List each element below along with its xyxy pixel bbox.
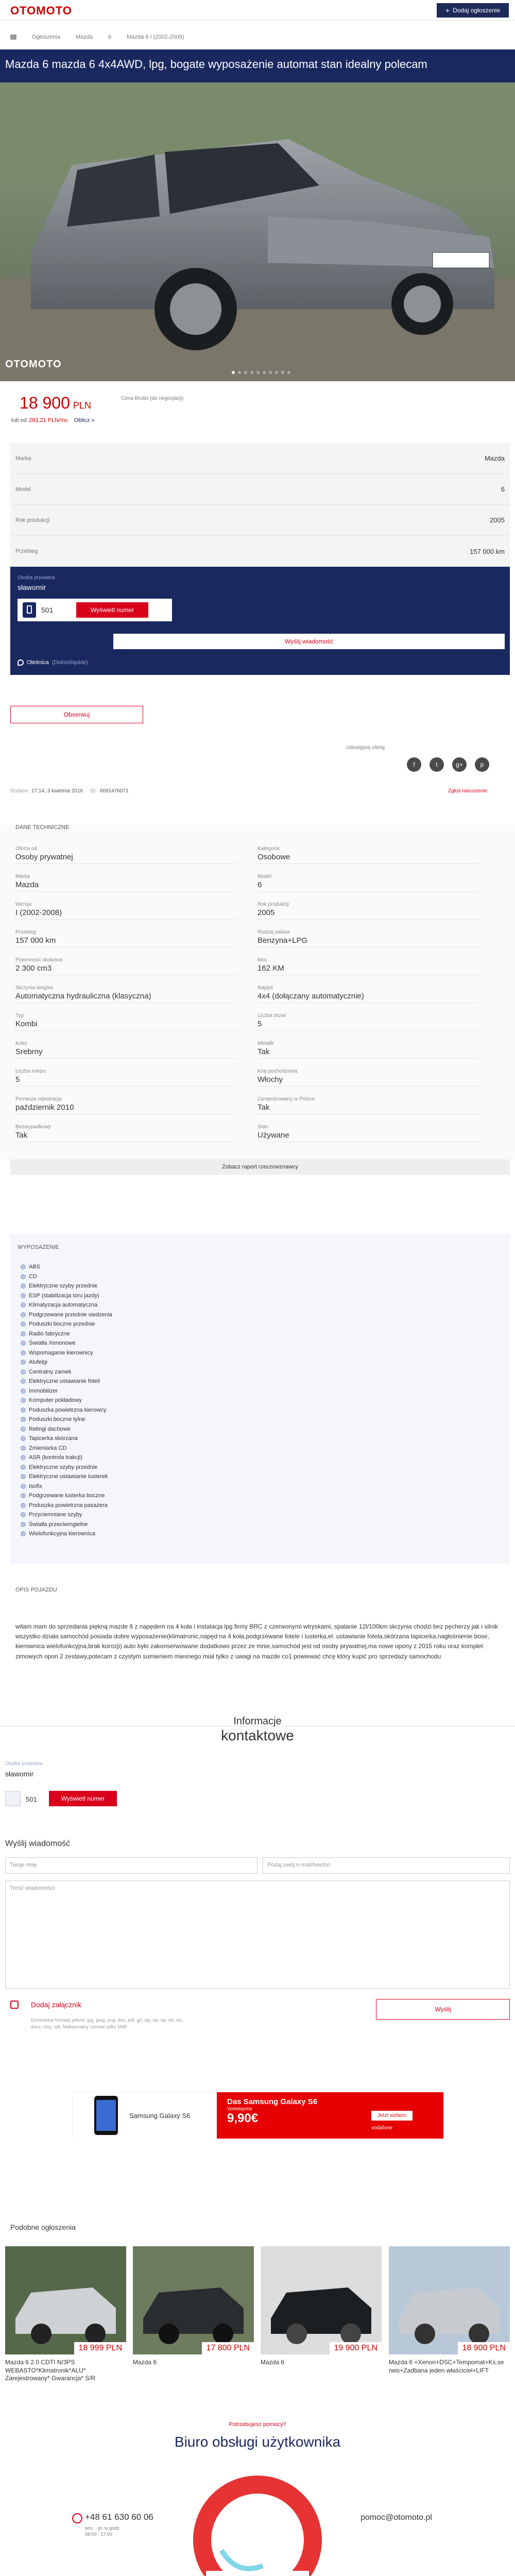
detail-item: Model 6 xyxy=(258,874,479,892)
check-icon xyxy=(21,1388,26,1394)
dot[interactable] xyxy=(269,371,272,374)
check-icon xyxy=(21,1302,26,1308)
similar-title: Podobne ogłoszenia xyxy=(10,2223,76,2231)
twitter-icon[interactable]: t xyxy=(430,757,444,772)
feature-label: ESP (stabilizacja toru jazdy) xyxy=(29,1292,99,1299)
attachment-icon xyxy=(10,2001,19,2009)
contact-title-line1: Informacje xyxy=(233,1716,282,1727)
feature-item xyxy=(21,1311,112,1319)
check-icon xyxy=(21,1417,26,1422)
location-pin-icon xyxy=(18,659,24,666)
similar-card[interactable] xyxy=(133,2246,254,2380)
check-icon xyxy=(21,1512,26,1517)
param-label: Marka xyxy=(15,455,31,462)
report-link[interactable]: Zgłoś naruszenie xyxy=(448,788,488,794)
listing-meta xyxy=(10,788,129,794)
detail-item: Liczba drzwi 5 xyxy=(258,1013,479,1031)
detail-item: Zarejestrowany w Polsce Tak xyxy=(258,1096,479,1114)
check-icon xyxy=(21,1446,26,1451)
financing xyxy=(11,417,95,423)
contact-seller-name: sławomir xyxy=(5,1770,34,1778)
price-note: Cena Brutto (do negocjacji) xyxy=(121,396,184,401)
feature-label: Poduszki boczne tylne xyxy=(29,1416,85,1422)
feature-item xyxy=(21,1453,82,1462)
listing-id: 6091476071 xyxy=(99,788,129,794)
feature-item xyxy=(21,1482,42,1490)
feature-label: Elektryczne ustawianie lusterek xyxy=(29,1473,108,1480)
dot[interactable] xyxy=(238,371,241,374)
features-section xyxy=(10,1234,510,1564)
feature-item xyxy=(21,1273,37,1281)
contact-header xyxy=(0,1716,515,1752)
param-value: 6 xyxy=(501,485,505,493)
similar-card-image xyxy=(5,2246,126,2354)
check-icon xyxy=(21,1360,26,1365)
ad-brand: Samsung Galaxy S6 xyxy=(129,2111,191,2120)
check-icon xyxy=(21,1350,26,1355)
feature-item xyxy=(21,1434,78,1443)
seller-name: sławomir xyxy=(18,583,46,591)
dot[interactable] xyxy=(250,371,253,374)
similar-card[interactable] xyxy=(389,2246,510,2380)
similar-card-name: Mazda 6 +Xenon+DSC+Tempomat+Ks.se rwis+Zadbana jeden właściciel+LIFT xyxy=(389,2359,504,2374)
contact-title-line2: kontaktowe xyxy=(221,1727,294,1743)
feature-item xyxy=(21,1444,66,1452)
help-hours-2: 08:00 - 17:00 xyxy=(85,2532,113,2537)
share-label: Udostępnij ofertę xyxy=(346,745,385,751)
feature-item xyxy=(21,1530,95,1538)
similar-card-price: 19 900 PLN xyxy=(330,2342,382,2354)
financing-amount: 283,21 PLN/mc xyxy=(28,417,68,423)
ad-headline: Das Samsung Galaxy S6 xyxy=(227,2097,318,2106)
check-icon xyxy=(21,1331,26,1336)
feature-label: Isofix xyxy=(29,1483,42,1489)
feature-label: ASR (kontrola trakcji) xyxy=(29,1454,82,1461)
added-date: 17:14, 3 kwietnia 2016 xyxy=(31,788,83,794)
feature-item xyxy=(21,1339,76,1347)
attachment-button[interactable]: Dodaj załącznik xyxy=(31,2001,82,2009)
feature-item xyxy=(21,1501,108,1510)
breadcrumb-item[interactable]: Mazda 6 I (2002-2008) xyxy=(127,34,184,40)
check-icon xyxy=(21,1493,26,1498)
param-row xyxy=(10,505,510,536)
plus-icon: + xyxy=(445,6,450,14)
param-value: Mazda xyxy=(484,454,505,462)
technical-details xyxy=(0,824,515,1159)
check-icon xyxy=(21,1522,26,1527)
phone-box xyxy=(18,599,172,621)
dot[interactable] xyxy=(256,371,260,374)
detail-item: Skrzynia biegów Automatyczna hydrauliczna (klasyczna) xyxy=(15,985,237,1003)
listing-photo[interactable] xyxy=(0,82,515,381)
detail-item: Kraj pochodzenia Włochy xyxy=(258,1069,479,1087)
feature-item xyxy=(21,1292,99,1300)
price-currency: PLN xyxy=(73,400,91,411)
feature-label: Alufelgi xyxy=(29,1359,48,1365)
phone-number-partial: 501 xyxy=(41,606,54,614)
photo-dots xyxy=(232,371,290,374)
feature-label: Światła przeciwmgielne xyxy=(29,1521,88,1528)
detail-item: Kategoria Osobowe xyxy=(258,846,479,864)
similar-card[interactable] xyxy=(261,2246,382,2380)
similar-card-name: Mazda 6 2.0 CDTI N/3PS WEBASTO*Klimatronik*ALU* Zarejestrowany* Gwarancja* S/R xyxy=(5,2359,96,2382)
location-city[interactable]: Oleśnica xyxy=(27,659,49,666)
detail-item: Marka Mazda xyxy=(15,874,237,892)
listing-title: Mazda 6 mazda 6 4x4AWD, lpg, bogate wyposażenie automat stan idealny polecam xyxy=(0,49,515,82)
check-icon xyxy=(21,1398,26,1403)
check-icon xyxy=(21,1531,26,1536)
check-icon xyxy=(21,1369,26,1375)
help-question: Potrzebujesz pomocy? xyxy=(229,2421,286,2428)
name-input[interactable]: Twoje imię xyxy=(5,1857,258,1874)
feature-label: Zmieniarka CD xyxy=(29,1445,67,1451)
feature-label: Elektryczne szyby przednie xyxy=(29,1283,98,1289)
similar-card-price: 18 999 PLN xyxy=(74,2342,126,2354)
check-icon xyxy=(21,1474,26,1479)
phone-icon xyxy=(5,1791,21,1806)
message-textarea[interactable]: Treść wiadomości xyxy=(5,1880,510,1989)
feature-item xyxy=(21,1472,108,1481)
feature-label: Wspomaganie kierownicy xyxy=(29,1349,93,1356)
attachment-note: Dozwolone formaty plików: jpg, jpeg, png, doc, pdf, gif, zip, rar, tar, txt, xls, docx, xlsx, odt. Maksymalny rozmiar pliku 5MB xyxy=(31,2018,183,2029)
similar-card-image xyxy=(261,2246,382,2354)
expert-report-button[interactable]: Zobacz raport rzeczowznawcy xyxy=(10,1159,510,1175)
home-icon[interactable] xyxy=(10,35,16,40)
pinterest-icon[interactable]: p xyxy=(475,757,489,772)
similar-card[interactable] xyxy=(5,2246,126,2380)
key-params xyxy=(10,443,510,567)
site-header xyxy=(0,0,515,21)
contact-seller-type: Osoba prywatna xyxy=(5,1761,43,1767)
detail-item: Typ Kombi xyxy=(15,1013,237,1031)
help-title: Biuro obsługi użytkownika xyxy=(174,2434,341,2450)
dot-active[interactable] xyxy=(232,371,235,374)
check-icon xyxy=(21,1293,26,1298)
feature-label: Przyciemniane szyby xyxy=(29,1512,82,1518)
dot[interactable] xyxy=(287,371,290,374)
feature-item xyxy=(21,1282,97,1290)
feature-label: Podgrzewane lusterka boczne xyxy=(29,1493,105,1499)
feature-item xyxy=(21,1387,58,1395)
detail-item: Przebieg 157 000 km xyxy=(15,929,237,947)
feature-item xyxy=(21,1415,85,1423)
google-plus-icon[interactable]: g+ xyxy=(452,757,467,772)
similar-card-image xyxy=(133,2246,254,2354)
feature-item xyxy=(21,1520,88,1529)
section-title: WYPOSAŻENIE xyxy=(18,1244,59,1250)
feature-item xyxy=(21,1349,93,1357)
feature-item xyxy=(21,1425,71,1433)
section-title: DANE TECHNICZNE xyxy=(15,824,70,831)
dot[interactable] xyxy=(244,371,247,374)
param-label: Rok produkcji xyxy=(15,517,50,523)
similar-card-price: 18 900 PLN xyxy=(458,2342,510,2354)
check-icon xyxy=(21,1455,26,1460)
check-icon xyxy=(21,1321,26,1327)
param-row xyxy=(10,474,510,505)
add-listing-button[interactable]: + Dodaj ogłoszenie xyxy=(437,3,509,18)
dot[interactable] xyxy=(263,371,266,374)
ad-provider: vodafone xyxy=(371,2125,393,2131)
ad-right xyxy=(217,2092,443,2139)
location-region: (Dolnośląskie) xyxy=(52,659,88,666)
send-button[interactable]: Wyślij xyxy=(376,1999,510,2020)
price-section xyxy=(0,381,515,443)
financing-calc-link[interactable]: Oblicz » xyxy=(74,417,95,423)
breadcrumb-item[interactable]: Ogłoszenia xyxy=(32,34,61,40)
feature-item xyxy=(21,1492,105,1500)
param-label: Przebieg xyxy=(15,548,38,554)
feature-label: Tapicerka skórzana xyxy=(29,1435,78,1442)
feature-label: Elektryczne szyby przednie xyxy=(29,1464,98,1470)
price-block xyxy=(20,394,91,413)
detail-item: Bezwypadkowy Tak xyxy=(15,1124,237,1142)
check-icon xyxy=(21,1283,26,1289)
detail-item: Wersja I (2002-2008) xyxy=(15,902,237,920)
seller-location xyxy=(18,659,88,666)
facebook-icon[interactable]: f xyxy=(407,757,421,772)
description-section xyxy=(15,1587,500,1662)
ad-banner[interactable] xyxy=(72,2092,443,2138)
form-title: Wyślij wiadomość xyxy=(5,1839,71,1848)
detail-item: Moc 162 KM xyxy=(258,957,479,975)
seller-panel xyxy=(10,567,510,675)
photo-watermark: OTOMOTO xyxy=(5,359,62,370)
breadcrumb-item[interactable]: Mazda xyxy=(76,34,93,40)
param-value: 157 000 km xyxy=(470,547,505,555)
help-email[interactable]: pomoc@otomoto.pl xyxy=(360,2513,432,2522)
feature-item xyxy=(21,1396,82,1404)
otomoto-logo[interactable]: OTOMOTO xyxy=(10,4,72,17)
description-text: witam mam do sprzedania piękną mazde 6 z napędem na 4 koła i instalacja lpg firmy BRC z czerwonymi wtryskami, spalanie 12l/100km skrzynia chodzi bez pęcherzy jak i silnik wszystko działa samochód posiada dobre wyposażenie(klimatronic,napęd na 4 koła,podgrzewane fotele i lusterka,el. ustawianie fotela,skórzana tapicerka,nagłośnienie bose, kierownica wielofunkcyjna,brak korozji) auto było zakonserwowane dodatkowo przez ze mnie,samochód jest od osoby prywatnej,ma nowe opony z 2015 roku oraz komplet zimowych opon 2 zestawy,potecam z czystym sumieniem miesnego mial tylko z uwagi na mazde co1 powiewać chcę który kupić pro sprzedaży samochodu xyxy=(15,1623,499,1660)
ad-cta[interactable]: Jetzt sichern xyxy=(371,2111,413,2121)
detail-item: Stan Używane xyxy=(258,1124,479,1142)
check-icon xyxy=(21,1427,26,1432)
car-photo-illustration xyxy=(0,82,515,381)
detail-item: Pierwsza rejestracja październik 2010 xyxy=(15,1096,237,1114)
feature-label: Klimatyzacja automatyczna xyxy=(29,1302,98,1308)
feature-item xyxy=(21,1301,97,1309)
feature-label: Centralny zamek xyxy=(29,1368,72,1375)
feature-item xyxy=(21,1463,97,1471)
check-icon xyxy=(21,1465,26,1470)
show-number-button[interactable]: Wyświetl numer xyxy=(76,602,148,618)
feature-item xyxy=(21,1320,95,1328)
feature-item xyxy=(21,1330,70,1338)
feature-label: Poduszka powietrzna pasażera xyxy=(29,1502,108,1509)
similar-card-image xyxy=(389,2246,510,2354)
check-icon xyxy=(21,1408,26,1413)
check-icon xyxy=(21,1274,26,1279)
similar-card-price: 17 800 PLN xyxy=(202,2342,254,2354)
price-value: 18 900 xyxy=(20,394,70,412)
feature-label: Relingi dachowe xyxy=(29,1426,71,1432)
feature-item xyxy=(21,1368,72,1376)
share-icons xyxy=(407,757,489,772)
check-icon xyxy=(21,1312,26,1317)
feature-item xyxy=(21,1358,47,1366)
similar-card-name: Mazda 6 xyxy=(133,2359,157,2366)
id-label: ID: xyxy=(90,788,97,794)
feature-label: Wielofunkcyjna kierownica xyxy=(29,1531,95,1537)
send-message-button[interactable]: Wyślij wiadomość xyxy=(113,634,505,649)
ad-subline: Vorteilspreis xyxy=(227,2106,253,2111)
check-icon xyxy=(21,1264,26,1269)
ad-left xyxy=(73,2092,217,2139)
phone-image xyxy=(93,2095,119,2136)
feature-label: Poduszka powietrzna kierowcy xyxy=(29,1406,107,1413)
feature-label: Komputer pokładowy xyxy=(29,1397,82,1403)
param-row xyxy=(10,443,510,474)
financing-label: lub od xyxy=(11,417,27,423)
breadcrumb-item[interactable]: 6 xyxy=(108,34,112,40)
headset-illustration xyxy=(185,2468,330,2576)
param-label: Model xyxy=(15,486,31,493)
detail-item: Liczba miejsc 5 xyxy=(15,1069,237,1087)
similar-card-name: Mazda 6 xyxy=(261,2359,285,2366)
help-section xyxy=(0,2421,515,2576)
email-input[interactable]: Podaj swój e-mail/telefon xyxy=(263,1857,510,1874)
detail-item: Napęd 4x4 (dołączany automatycznie) xyxy=(258,985,479,1003)
detail-item: Rodzaj paliwa Benzyna+LPG xyxy=(258,929,479,947)
check-icon xyxy=(21,1341,26,1346)
feature-item xyxy=(21,1511,82,1519)
detail-item: Kolor Srebrny xyxy=(15,1041,237,1059)
dot[interactable] xyxy=(275,371,278,374)
phone-icon xyxy=(23,602,36,618)
feature-label: CD xyxy=(29,1273,37,1280)
check-icon xyxy=(21,1379,26,1384)
help-phone[interactable]: +48 61 630 60 06 xyxy=(85,2512,153,2522)
observe-button[interactable]: Obserwuj xyxy=(10,706,143,723)
help-hours-1: pon. - pt. w godz. xyxy=(85,2526,121,2531)
detail-item: Pojemność skokowa 2 300 cm3 xyxy=(15,957,237,975)
check-icon xyxy=(21,1503,26,1508)
ad-price: 9,90€ xyxy=(227,2111,259,2125)
added-label: Dodane xyxy=(10,788,29,794)
feature-label: Immobilizer xyxy=(29,1387,58,1394)
contact-phone-partial: 501 xyxy=(26,1795,37,1803)
param-row xyxy=(10,536,510,567)
feature-label: Radio fabryczne xyxy=(29,1330,70,1337)
feature-label: Światła Xenonowe xyxy=(29,1340,76,1346)
detail-item: Rok produkcji 2005 xyxy=(258,902,479,920)
check-icon xyxy=(21,1484,26,1489)
param-value: 2005 xyxy=(490,516,505,524)
breadcrumb xyxy=(10,32,505,42)
feature-label: Elektryczne ustawianie foteli xyxy=(29,1378,100,1384)
feature-label: ABS xyxy=(29,1264,41,1270)
feature-item xyxy=(21,1377,100,1385)
feature-label: Poduszki boczne przednie xyxy=(29,1321,95,1327)
feature-item xyxy=(21,1406,106,1414)
seller-type: Osoba prywatna xyxy=(18,575,55,581)
check-icon xyxy=(21,1436,26,1441)
contact-show-number-button[interactable]: Wyświetl numer xyxy=(49,1791,117,1806)
section-title: OPIS POJAZDU xyxy=(15,1587,57,1593)
detail-item: Oferta od Osoby prywatnej xyxy=(15,846,237,864)
feature-label: Podgrzewane przednie siedzenia xyxy=(29,1311,113,1318)
dot[interactable] xyxy=(281,371,284,374)
feature-item xyxy=(21,1263,40,1271)
phone-icon xyxy=(72,2513,82,2523)
detail-item: Metalik Tak xyxy=(258,1041,479,1059)
